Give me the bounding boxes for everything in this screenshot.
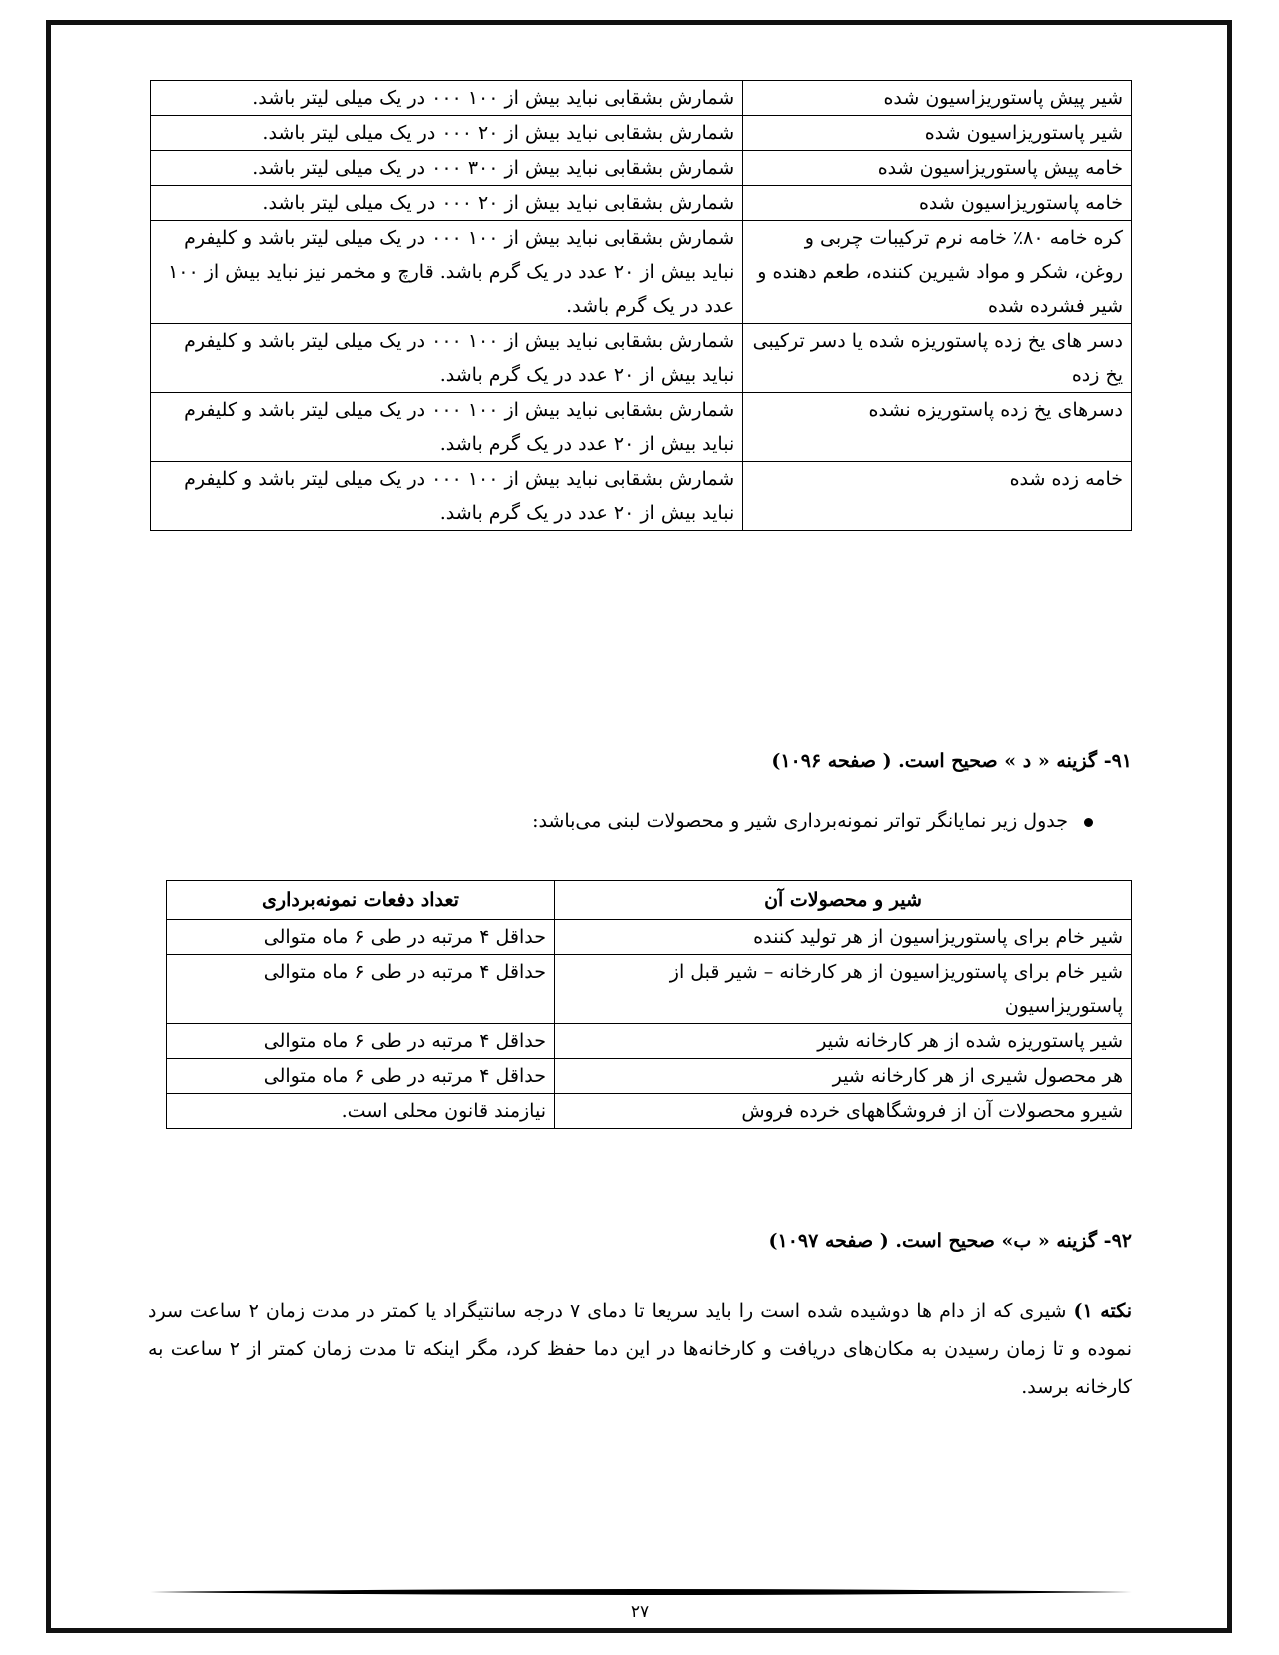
table-row bbox=[151, 116, 1132, 151]
product-cell: شیر خام برای پاستوریزاسیون از هر تولید کننده bbox=[555, 920, 1132, 955]
requirement-cell: شمارش بشقابی نباید بیش از ۱۰۰ ۰۰۰ در یک میلی لیتر باشد و کلیفرم نباید بیش از ۲۰ عدد در یک گرم باشد. bbox=[151, 393, 743, 462]
product-cell: هر محصول شیری از هر کارخانه شیر bbox=[555, 1059, 1132, 1094]
requirement-cell: شمارش بشقابی نباید بیش از ۳۰۰ ۰۰۰ در یک میلی لیتر باشد. bbox=[151, 151, 743, 186]
column-header-product: شیر و محصولات آن bbox=[555, 881, 1132, 920]
table-row bbox=[167, 955, 1132, 1024]
table-header-row bbox=[167, 881, 1132, 920]
frequency-cell: حداقل ۴ مرتبه در طی ۶ ماه متوالی bbox=[167, 955, 555, 1024]
requirement-cell: شمارش بشقابی نباید بیش از ۱۰۰ ۰۰۰ در یک میلی لیتر باشد و کلیفرم نباید بیش از ۲۰ عدد در یک گرم باشد. قارچ و مخمر نیز نباید بیش از ۱۰۰ عدد در یک گرم باشد. bbox=[151, 221, 743, 324]
product-cell: خامه زده شده bbox=[743, 462, 1132, 531]
product-cell: کره خامه ۸۰٪ خامه نرم ترکیبات چربی و روغن، شکر و مواد شیرین کننده، طعم دهنده و شیر فشرده شده bbox=[743, 221, 1132, 324]
sampling-frequency-table bbox=[166, 880, 1132, 1129]
product-cell: شیر پاستوریزه شده از هر کارخانه شیر bbox=[555, 1024, 1132, 1059]
requirement-cell: شمارش بشقابی نباید بیش از ۱۰۰ ۰۰۰ در یک میلی لیتر باشد و کلیفرم نباید بیش از ۲۰ عدد در یک گرم باشد. bbox=[151, 462, 743, 531]
question-91-bullet bbox=[532, 810, 1093, 832]
frequency-cell: حداقل ۴ مرتبه در طی ۶ ماه متوالی bbox=[167, 1059, 555, 1094]
table-row bbox=[151, 151, 1132, 186]
table-row bbox=[151, 186, 1132, 221]
bullet-text: جدول زیر نمایانگر تواتر نمونه‌برداری شیر و محصولات لبنی می‌باشد: bbox=[532, 810, 1068, 832]
frequency-cell: حداقل ۴ مرتبه در طی ۶ ماه متوالی bbox=[167, 1024, 555, 1059]
frequency-cell: نیازمند قانون محلی است. bbox=[167, 1094, 555, 1129]
product-cell: دسرهای یخ زده پاستوریزه نشده bbox=[743, 393, 1132, 462]
product-cell: دسر های یخ زده پاستوریزه شده یا دسر ترکیبی یخ زده bbox=[743, 324, 1132, 393]
note-label: نکته ۱) bbox=[1073, 1300, 1132, 1322]
note-text: شیری که از دام ها دوشیده شده است را باید سریعا تا دمای ۷ درجه سانتیگراد یا کمتر در مدت زمان ۲ ساعت سرد نموده و تا زمان رسیدن به مکان‌های دریافت و کارخانه‌ها در این دما حفظ کرد، مگر اینکه تا مدت زمان کمتر از ۲ ساعت به کارخانه برسد. bbox=[148, 1300, 1132, 1398]
product-cell: شیرو محصولات آن از فروشگاههای خرده فروش bbox=[555, 1094, 1132, 1129]
product-cell: شیر خام برای پاستوریزاسیون از هر کارخانه – شیر قبل از پاستوریزاسیون bbox=[555, 955, 1132, 1024]
bullet-icon bbox=[1084, 818, 1093, 827]
column-header-frequency: تعداد دفعات نمونه‌برداری bbox=[167, 881, 555, 920]
footer-divider bbox=[150, 1588, 1132, 1596]
product-cell: شیر پاستوریزاسیون شده bbox=[743, 116, 1132, 151]
table-row bbox=[151, 393, 1132, 462]
requirement-cell: شمارش بشقابی نباید بیش از ۲۰ ۰۰۰ در یک میلی لیتر باشد. bbox=[151, 116, 743, 151]
product-cell: شیر پیش پاستوریزاسیون شده bbox=[743, 81, 1132, 116]
requirement-cell: شمارش بشقابی نباید بیش از ۱۰۰ ۰۰۰ در یک میلی لیتر باشد و کلیفرم نباید بیش از ۲۰ عدد در یک گرم باشد. bbox=[151, 324, 743, 393]
page-number: ۲۷ bbox=[630, 1602, 650, 1622]
frequency-cell: حداقل ۴ مرتبه در طی ۶ ماه متوالی bbox=[167, 920, 555, 955]
table-row bbox=[167, 1059, 1132, 1094]
product-cell: خامه پیش پاستوریزاسیون شده bbox=[743, 151, 1132, 186]
requirement-cell: شمارش بشقابی نباید بیش از ۲۰ ۰۰۰ در یک میلی لیتر باشد. bbox=[151, 186, 743, 221]
table-row bbox=[167, 1094, 1132, 1129]
table-row bbox=[151, 81, 1132, 116]
microbial-limits-table bbox=[150, 80, 1132, 531]
table-row bbox=[151, 324, 1132, 393]
question-92-heading: ۹۲- گزینه « ب» صحیح است. ( صفحه ۱۰۹۷) bbox=[768, 1230, 1132, 1252]
requirement-cell: شمارش بشقابی نباید بیش از ۱۰۰ ۰۰۰ در یک میلی لیتر باشد. bbox=[151, 81, 743, 116]
table-row bbox=[151, 221, 1132, 324]
table-row bbox=[151, 462, 1132, 531]
question-91-heading: ۹۱- گزینه « د » صحیح است. ( صفحه ۱۰۹۶) bbox=[771, 750, 1132, 772]
product-cell: خامه پاستوریزاسیون شده bbox=[743, 186, 1132, 221]
table-row bbox=[167, 920, 1132, 955]
table-row bbox=[167, 1024, 1132, 1059]
note-paragraph bbox=[148, 1292, 1132, 1406]
